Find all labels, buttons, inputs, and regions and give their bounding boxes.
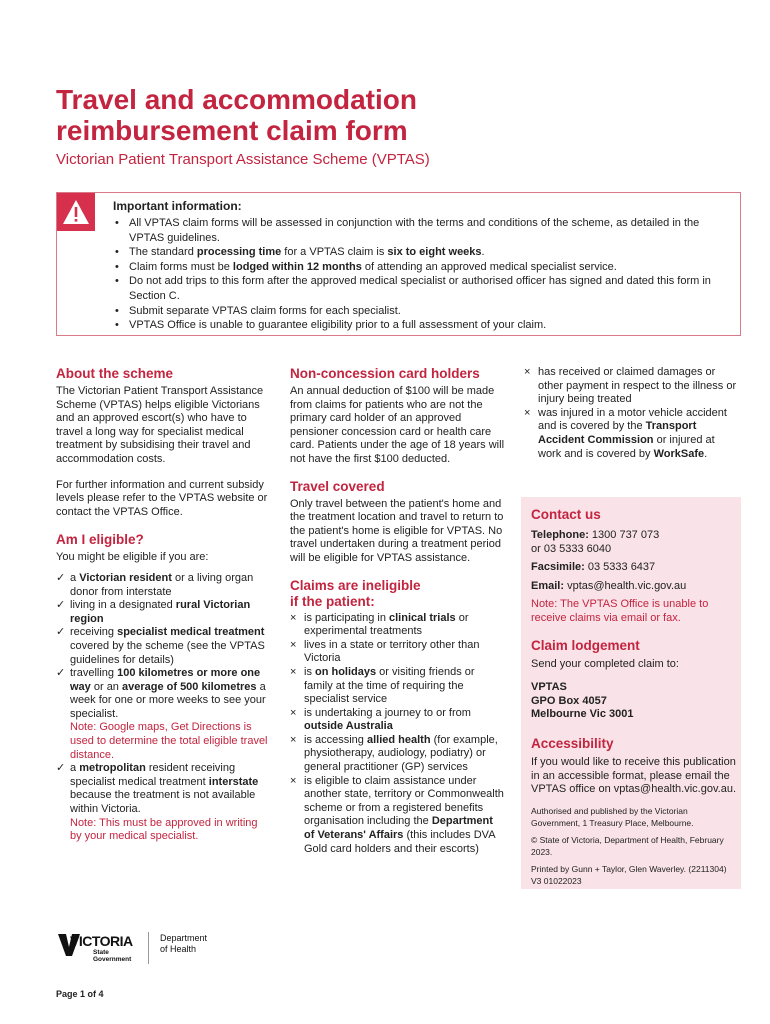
copyright-text: © State of Victoria, Department of Health, February 2023. [531,834,724,857]
authorised-text: Authorised and published by the Victorian Government, 1 Treasury Place, Melbourne. [531,805,694,828]
accessibility-text: If you would like to receive this publication in an accessible format, please email the VPTAS office on vptas@health.vic.gov.au. [531,755,736,796]
important-info-list [113,216,733,333]
info-item: • Claim forms must be lodged within 12 months of attending an approved medical specialist service. [113,260,733,275]
lodgement-text: Send your completed claim to: [531,657,679,670]
column-right [524,366,740,461]
about-heading: About the scheme [56,366,174,381]
column-middle [290,366,506,856]
nonconcession-text: An annual deduction of $100 will be made from claims for patients who are not the primary card holder of an approved pensioner concession card or health care card. Patients under the age of 18 years will not have the first $100 deducted. [290,385,505,465]
cross-mark-icon: × [524,366,531,378]
logo-state-government: State Government [93,949,132,963]
eligible-note-maps: Note: Google maps, Get Directions is used to determine the total eligible travel distance. [70,721,268,761]
contact-telephone: Telephone: 1300 737 073 or 03 5333 6040 [531,529,660,555]
important-info-heading: Important information: [113,199,242,213]
logo-divider [148,932,149,964]
eligible-heading: Am I eligible? [56,532,144,548]
warning-triangle-icon [57,193,95,231]
eligible-list [56,572,268,844]
logo-wordmark: VICTORIA [70,933,133,949]
ineligible-list [290,612,506,857]
check-mark-icon: ✓ [56,599,66,612]
page-title: Travel and accommodation reimbursement claim form [56,84,417,146]
contact-heading: Contact us [531,507,601,522]
info-item: • All VPTAS claim forms will be assessed in conjunction with the terms and conditions of the scheme, as detailed in the VPTAS guidelines. [113,216,733,245]
printer-text: Printed by Gunn + Taylor, Glen Waverley. (2211304) V3 01022023 [531,863,727,886]
list-item: × is undertaking a journey to or from outside Australia [290,706,471,733]
list-item: ✓ a metropolitan resident receiving specialist medical treatment interstate because the treatment is not available within Victoria. Note: This must be approved in writing by your medical specialist. [56,762,259,843]
cross-mark-icon: × [290,733,297,746]
lodgement-address: VPTAS GPO Box 4057 Melbourne Vic 3001 [531,681,634,721]
logo-department: Department of Health [160,933,208,954]
lodgement-heading: Claim lodgement [531,637,640,653]
cross-mark-icon: × [290,706,297,719]
eligible-intro: You might be eligible if you are: [56,551,209,564]
list-item: × is on holidays or visiting friends or family at the time of requiring the specialist service [290,665,475,706]
list-item: ✓ a Victorian resident or a living organ donor from interstate [56,571,254,598]
list-item: ✓ receiving specialist medical treatment covered by the scheme (see the VPTAS guidelines for details) [56,626,265,666]
ineligible-heading: Claims are ineligible if the patient: [290,577,421,609]
eligible-note-approval: Note: This must be approved in writing by your medical specialist. [70,816,258,843]
cross-mark-icon: × [290,611,297,624]
victoria-government-logo [58,930,218,966]
cross-mark-icon: × [290,774,297,787]
list-item: × is participating in clinical trials or experimental treatments [290,611,469,638]
check-mark-icon: ✓ [56,626,66,639]
contact-email: Email: vptas@health.vic.gov.au [531,579,687,592]
info-item: • VPTAS Office is unable to guarantee eligibility prior to a full assessment of your claim. [113,318,733,333]
check-mark-icon: ✓ [56,571,66,584]
page-subtitle: Victorian Patient Transport Assistance Scheme (VPTAS) [56,151,430,168]
contact-note: Note: The VPTAS Office is unable to receive claims via email or fax. [531,598,709,624]
about-more: For further information and current subsidy levels please refer to the VPTAS website or contact the VPTAS Office. [56,478,268,518]
contact-fax: Facsimile: 03 5333 6437 [531,561,656,574]
list-item: × is eligible to claim assistance under another state, territory or Commonwealth scheme or from a registered benefits organisation including the Department of Veterans' Affairs (this includes DVA Gold card holders and their escorts) [290,774,504,855]
list-item: × is accessing allied health (for example, physiotherapy, audiology, podiatry) or general practitioner (GP) services [290,733,498,774]
ineligible-list-continued [524,366,740,461]
list-item: × lives in a state or territory other than Victoria [290,638,480,665]
info-item: • The standard processing time for a VPTAS claim is six to eight weeks. [113,245,733,260]
contact-panel [521,497,741,889]
cross-mark-icon: × [290,638,297,651]
travel-heading: Travel covered [290,478,385,494]
cross-mark-icon: × [290,665,297,678]
accessibility-heading: Accessibility [531,735,614,751]
list-item: × has received or claimed damages or other payment in respect to the illness or injury being treated [524,366,737,406]
nonconcession-heading: Non-concession card holders [290,366,480,381]
list-item: ✓ travelling 100 kilometres or more one way or an average of 500 kilometres a week for one or more weeks to see your specialist. Note: Google maps, Get Directions is used to determine the total eligible travel distance. [56,667,268,761]
important-info-box [56,192,741,336]
info-item: • Submit separate VPTAS claim forms for each specialist. [113,304,733,319]
cross-mark-icon: × [524,406,531,419]
page-number: Page 1 of 4 [56,989,104,999]
info-item: • Do not add trips to this form after the approved medical specialist or authorised officer has signed and dated this form in Section C. [113,274,733,303]
column-left [56,366,268,844]
check-mark-icon: ✓ [56,667,66,680]
check-mark-icon: ✓ [56,762,66,775]
list-item: × was injured in a motor vehicle accident and is covered by the Transport Accident Commission or injured at work and is covered by WorkSafe. [524,406,727,460]
about-text: The Victorian Patient Transport Assistance Scheme (VPTAS) helps eligible Victorians and an approved escort(s) who have to travel a long way for specialist medical treatment by subsidising their travel and accommodation costs. [56,385,264,465]
travel-text: Only travel between the patient's home and the treatment location and travel to return to the patient's home is eligible for VPTAS. No travel undertaken during a treatment period will be eligible for VPTAS assistance. [290,497,504,564]
list-item: ✓ living in a designated rural Victorian region [56,599,251,625]
